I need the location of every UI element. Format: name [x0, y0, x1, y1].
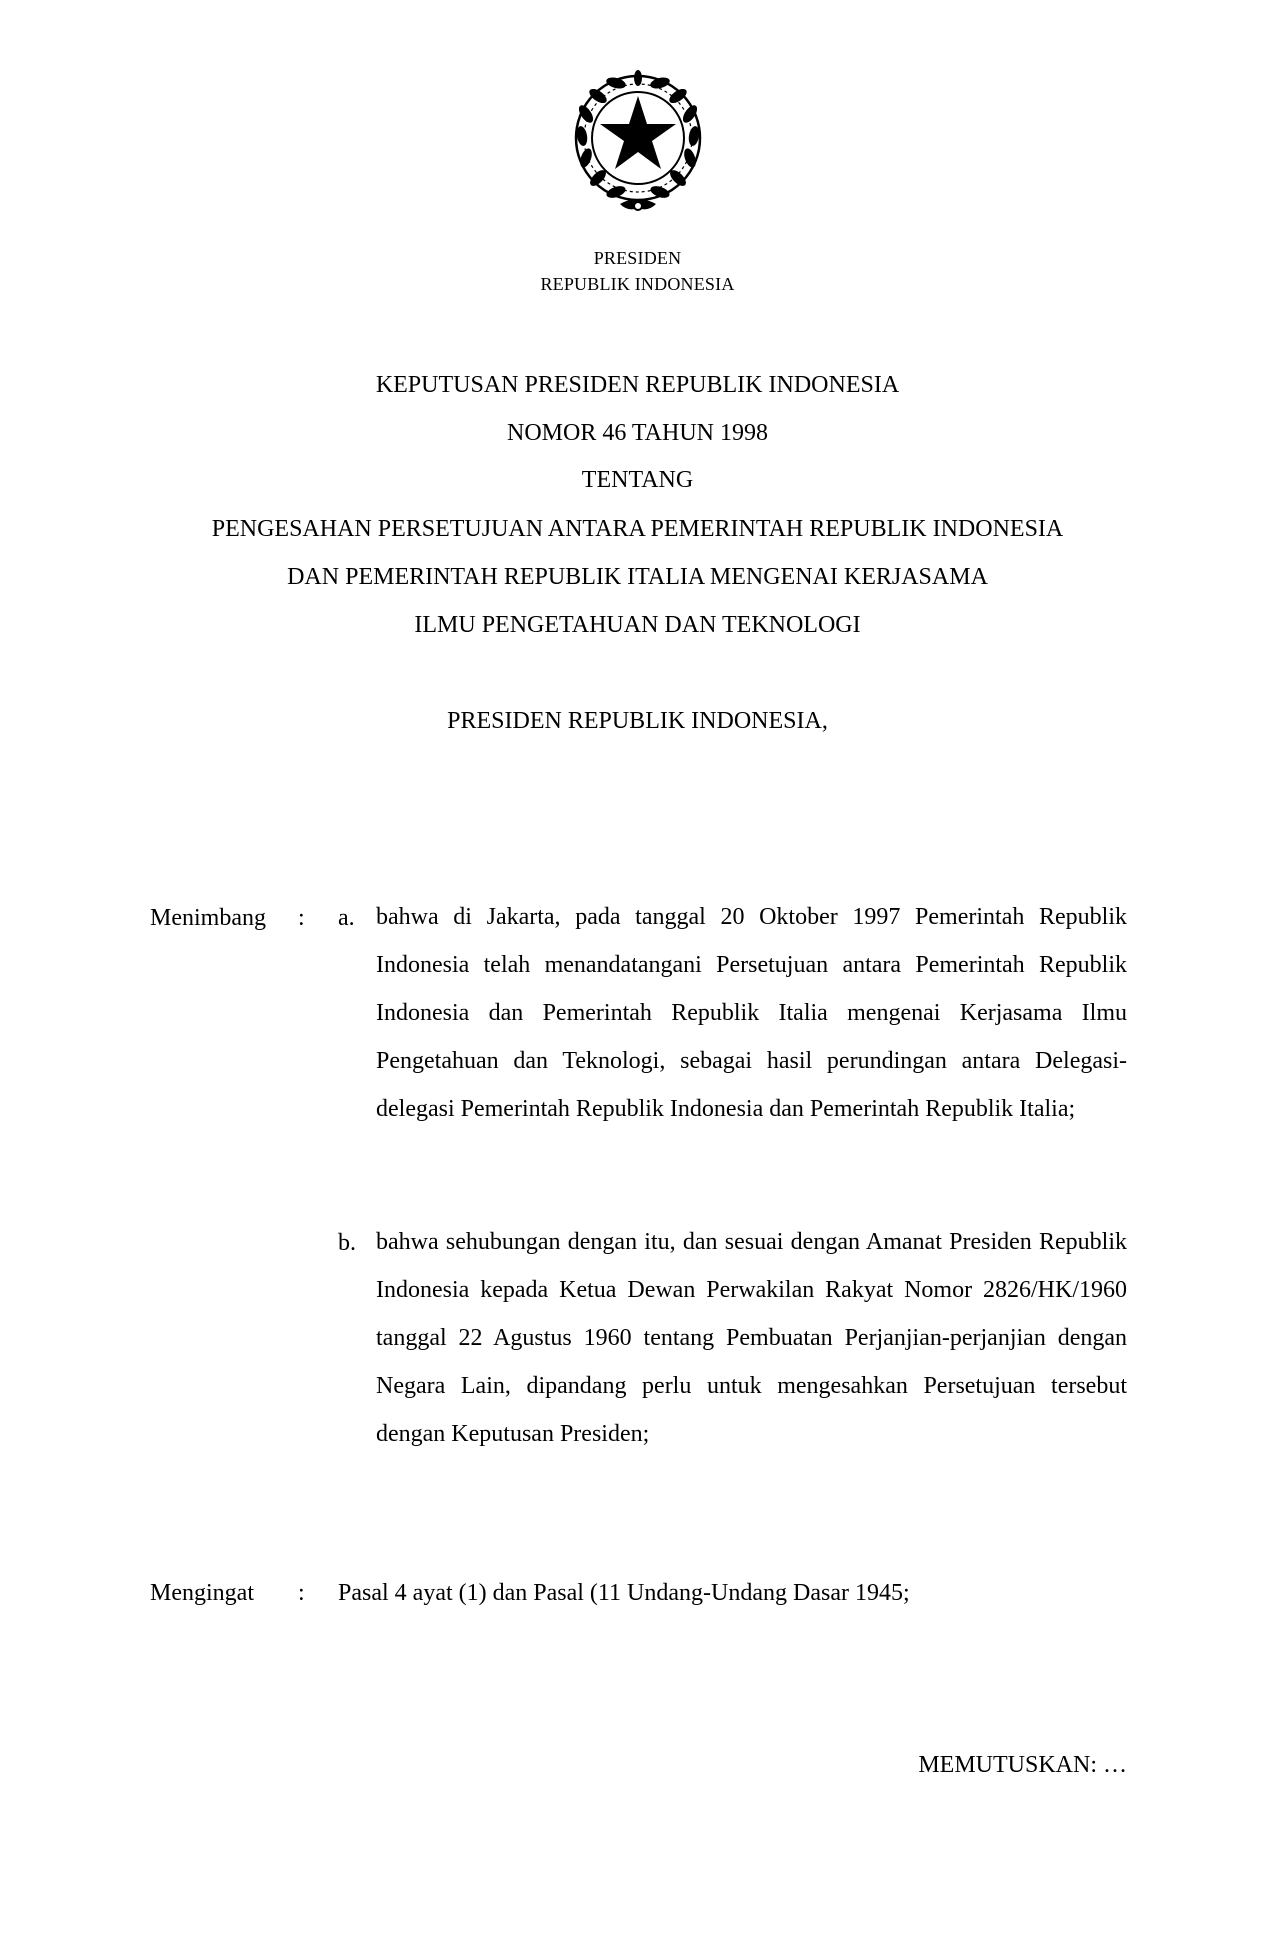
decree-title: KEPUTUSAN PRESIDEN REPUBLIK INDONESIA	[375, 372, 900, 398]
decree-about: TENTANG	[581, 467, 694, 493]
decree-number: NOMOR 46 TAHUN 1998	[507, 420, 768, 446]
mengingat-text: Pasal 4 ayat (1) dan Pasal (11 Undang-Undang Dasar 1945;	[338, 1580, 910, 1606]
menimbang-colon: :	[298, 905, 305, 931]
decree-subject-line-2: DAN PEMERINTAH REPUBLIK ITALIA MENGENAI KERJASAMA	[287, 564, 988, 590]
issuer-line-2: REPUBLIK INDONESIA	[540, 274, 735, 294]
decree-subject-line-1: PENGESAHAN PERSETUJUAN ANTARA PEMERINTAH REPUBLIK INDONESIA	[211, 516, 1064, 542]
mengingat-colon: :	[298, 1580, 305, 1606]
issuer-line-1: PRESIDEN	[593, 248, 682, 268]
decree-subject-line-3: ILMU PENGETAHUAN DAN TEKNOLOGI	[414, 612, 861, 638]
continuation-marker: MEMUTUSKAN: …	[918, 1752, 1127, 1778]
menimbang-label: Menimbang	[150, 905, 266, 931]
consideration-b-text: bahwa sehubungan dengan itu, dan sesuai dengan Amanat Presiden Republik Indonesia kepada Ketua Dewan Perwakilan Rakyat Nomor 2826/HK/1960 tanggal 22 Agustus 1960 tentang Pembuatan Perjanjian-perjanjian dengan Negara Lain, dipandang perlu untuk mengesahkan Persetujuan tersebut dengan Keputusan Presiden;	[376, 1229, 1127, 1447]
garuda-star-wreath-emblem-icon	[558, 66, 718, 226]
consideration-b-letter: b.	[338, 1230, 356, 1256]
decree-opening: PRESIDEN REPUBLIK INDONESIA,	[447, 708, 828, 734]
mengingat-label: Mengingat	[150, 1580, 254, 1606]
consideration-a-letter: a.	[338, 905, 355, 931]
consideration-a-text: bahwa di Jakarta, pada tanggal 20 Oktober 1997 Pemerintah Republik Indonesia telah menandatangani Persetujuan antara Pemerintah Republik Indonesia dan Pemerintah Republik Italia mengenai Kerjasama Ilmu Pengetahuan dan Teknologi, sebagai hasil perundingan antara Delegasi-delegasi Pemerintah Republik Indonesia dan Pemerintah Republik Italia;	[376, 904, 1127, 1122]
